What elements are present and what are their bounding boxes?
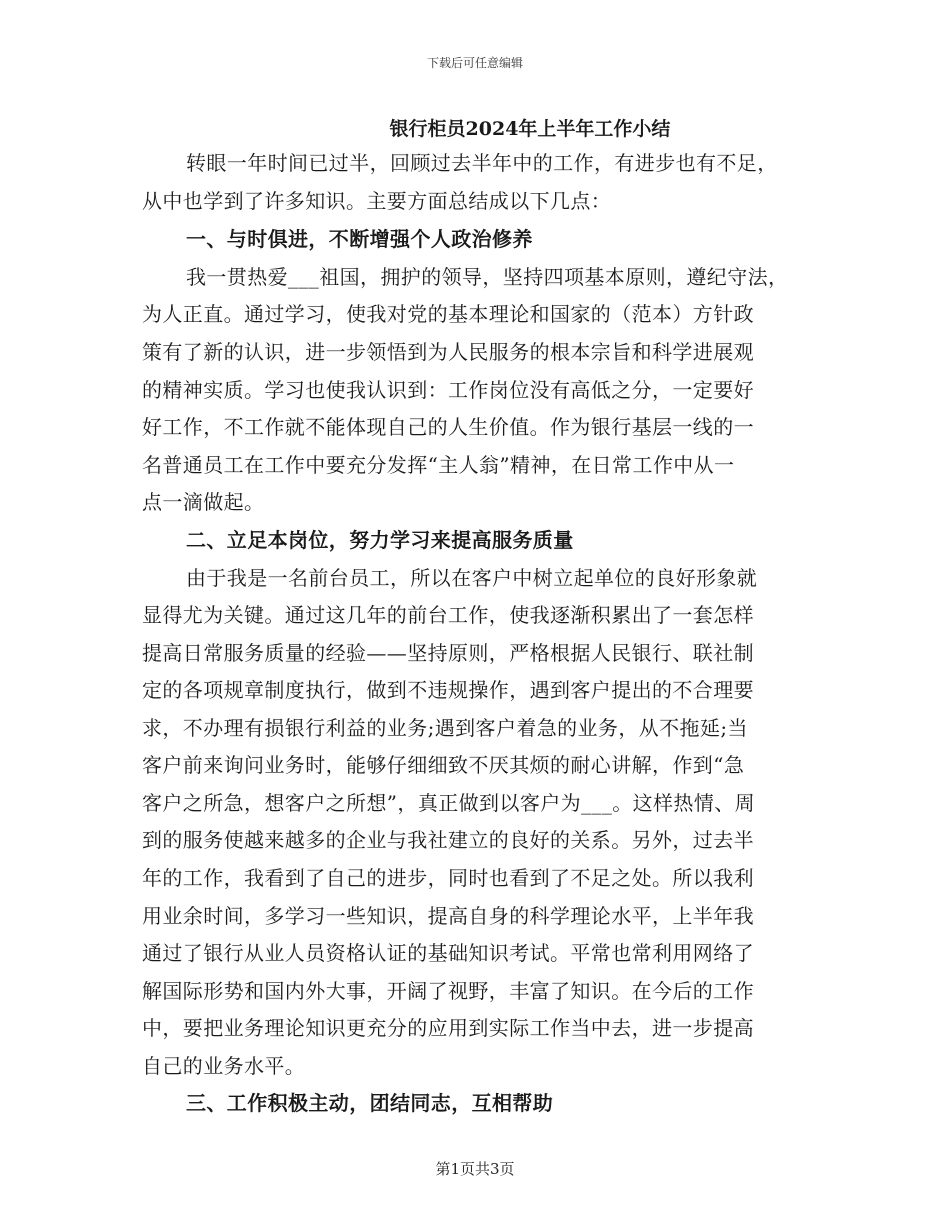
paragraph-line: 转眼一年时间已过半，回顾过去半年中的工作，有进步也有不足， [186,151,778,175]
paragraph-line: 到的服务使越来越多的企业与我社建立的良好的关系。另外，过去半 [142,828,754,852]
paragraph-line: 点一滴做起。 [142,490,265,514]
paragraph-line: 为人正直。通过学习，使我对党的基本理论和国家的（范本）方针政 [142,302,754,326]
paragraph-line: 客户之所急，想客户之所想”，真正做到以客户为___。这样热情、周 [142,791,756,815]
paragraph-line: 年的工作，我看到了自己的进步，同时也看到了不足之处。所以我利 [142,866,754,890]
header-note: 下载后可任意编辑 [426,56,523,70]
paragraph-line: 好工作，不工作就不能体现自己的人生价值。作为银行基层一线的一 [142,415,754,439]
paragraph-line: 中，要把业务理论知识更充分的应用到实际工作当中去，进一步提高 [142,1016,754,1040]
paragraph-line: 我一贯热爱___祖国，拥护的领导，坚持四项基本原则，遵纪守法， [186,265,789,289]
paragraph-line: 由于我是一名前台员工，所以在客户中树立起单位的良好形象就 [186,566,758,590]
document-title: 银行柜员2024年上半年工作小结 [389,118,671,140]
section-heading-2: 二、立足本岗位，努力学习来提高服务质量 [186,528,574,552]
paragraph-line: 名普通员工在工作中要充分发挥“主人翁”精神，在日常工作中从一 [142,453,735,477]
paragraph-line: 策有了新的认识，进一步领悟到为人民服务的根本宗旨和科学进展观 [142,340,754,364]
paragraph-line: 解国际形势和国内外大事，开阔了视野，丰富了知识。在今后的工作 [142,979,754,1003]
section-heading-1: 一、与时俱进，不断增强个人政治修养 [186,227,533,251]
page-number: 第1页共3页 [435,1160,515,1178]
paragraph-line: 通过了银行从业人员资格认证的基础知识考试。平常也常利用网络了 [142,941,754,965]
paragraph-line: 显得尤为关键。通过这几年的前台工作，使我逐渐积累出了一套怎样 [142,603,754,627]
paragraph-line: 自己的业务水平。 [142,1054,306,1078]
paragraph-line: 客户前来询问业务时，能够仔细细致不厌其烦的耐心讲解，作到“急 [142,753,745,777]
paragraph-line: 的精神实质。学习也使我认识到：工作岗位没有高低之分，一定要好 [142,378,754,402]
paragraph-line: 求，不办理有损银行利益的业务;遇到客户着急的业务，从不拖延;当 [142,716,748,740]
paragraph-line: 提高日常服务质量的经验——坚持原则，严格根据人民银行、联社制 [142,641,754,665]
section-heading-3: 三、工作积极主动，团结同志，互相帮助 [186,1091,554,1115]
paragraph-line: 从中也学到了许多知识。主要方面总结成以下几点： [142,189,612,213]
paragraph-line: 定的各项规章制度执行，做到不违规操作，遇到客户提出的不合理要 [142,678,754,702]
paragraph-line: 用业余时间，多学习一些知识，提高自身的科学理论水平，上半年我 [142,904,754,928]
